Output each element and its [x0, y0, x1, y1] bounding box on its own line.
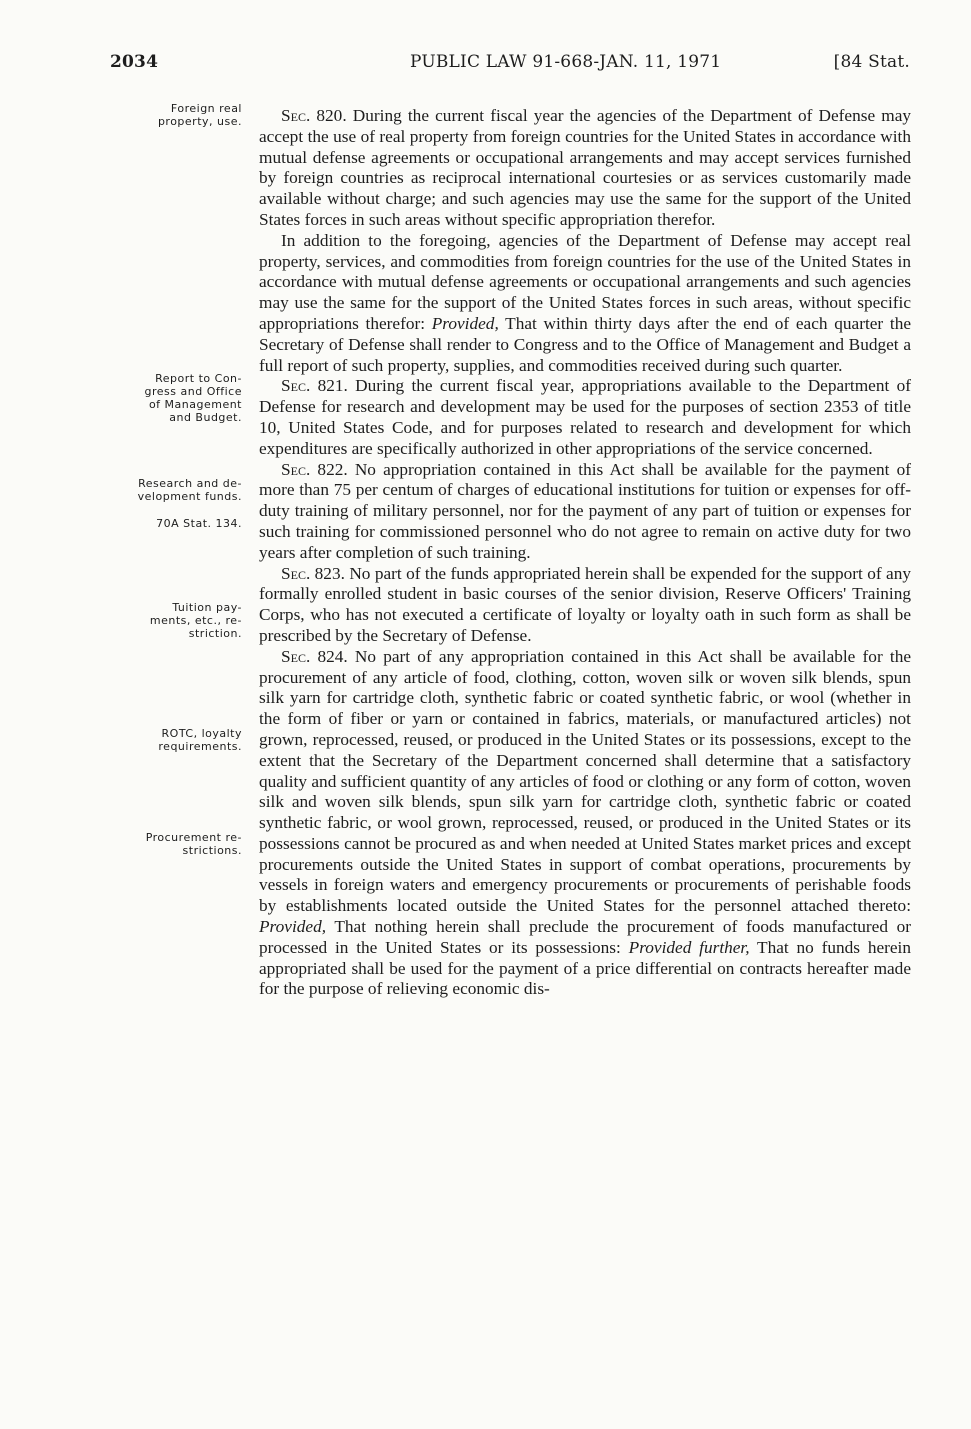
margin-note-70a-stat: 70A Stat. 134.: [156, 517, 242, 530]
statute-reference: [84 Stat.: [833, 52, 910, 72]
page-number: 2034: [110, 52, 159, 72]
margin-note-report-to-congress: Report to Con- gress and Office of Management and Budget.: [144, 372, 242, 424]
proviso-italic: Provided,: [431, 313, 499, 333]
paragraph-text: That within thirty days after the end of each quarter the Secretary of Defense shall render to Congress and to the Office of Management and Budget a full report of such property, supplies, and commodities received during such quarter.: [259, 313, 912, 375]
proviso-further-italic: Provided further,: [628, 937, 750, 957]
section-label: Sec. 821.: [281, 376, 348, 396]
section-label: Sec. 822.: [281, 459, 348, 479]
section-label: Sec. 820.: [281, 106, 347, 125]
margin-note-research-development: Research and de- velopment funds.: [137, 477, 242, 503]
margin-note-foreign-real-property: Foreign real property, use.: [157, 102, 242, 128]
paragraph-text: During the current fiscal year, appropriations available to the Department of Defense for research and development may be used for the purposes of section 2353 of title 10, United States Code, and for purposes related to research and development for which expenditures are specifically authorized in other appropriations of the service concerned.: [259, 376, 911, 458]
statute-body: [259, 106, 911, 1000]
section-823-paragraph: [259, 564, 911, 647]
page-header: [110, 52, 910, 82]
paragraph-text: During the current fiscal year the agencies of the Department of Defense may accept the use of real property from foreign countries for the United States in accordance with mutual defense agreements or occupational arrangements and may accept services furnished by foreign countries as reciprocal international courtesies or as services customarily made available without charge; and such agencies may use the same for the support of the United States forces in such areas without specific appropriation therefor.: [259, 106, 912, 229]
section-820-paragraph: [259, 106, 911, 231]
section-820-continuation-paragraph: [259, 231, 911, 377]
margin-note-procurement: Procurement re- strictions.: [145, 831, 242, 857]
paragraph-text: In addition to the foregoing, agencies of the Department of Defense may accept real property, services, and commodities from foreign countries for the use of the United States in accordance with mutual defense agreements or occupational arrangements and such agencies may use the same for the support of the United States forces in such areas, without specific appropriations therefor:: [259, 230, 911, 333]
margin-note-tuition-payments: Tuition pay- ments, etc., re- striction.: [149, 601, 242, 640]
running-title: PUBLIC LAW 91-668-JAN. 11, 1971: [410, 52, 722, 72]
section-822-paragraph: [259, 460, 911, 564]
section-821-paragraph: [259, 376, 911, 459]
section-824-paragraph: [259, 647, 911, 1001]
paragraph-text: No part of any appropriation contained in this Act shall be available for the procurement of any article of food, clothing, cotton, woven silk or woven silk blends, spun silk yarn for cartridge cloth, synthetic fabric or coated synthetic fabric, or wool (whether in the form of fiber or yarn or contained in fabrics, materials, or manufactured articles) not grown, reprocessed, reused, or produced in the United States or its possessions, except to the extent that the Secretary of the Department concerned shall determine that a satisfactory quality and sufficient quantity of any articles of food or clothing or any form of cotton, woven silk and woven silk blends, spun silk yarn for cartridge cloth, synthetic fabric or coated synthetic fabric, or wool grown, reprocessed, reused, or produced in the United States or its possessions cannot be procured as and when needed at United States market prices and except procurements outside the United States in support of combat operations, procurements by vessels in foreign waters and emergency procurements or procurements of perishable foods by establishments located outside the United States for the personnel attached thereto:: [259, 646, 912, 916]
section-label: Sec. 824.: [281, 646, 348, 666]
paragraph-text: That no funds herein appropriated shall be used for the payment of a price differential on contracts hereafter made for the purpose of relieving economic dis-: [259, 937, 911, 999]
paragraph-text: No part of the funds appropriated herein shall be expended for the support of any formally enrolled student in basic courses of the senior division, Reserve Officers' Training Corps, who has not executed a certificate of loyalty or loyalty oath in such form as shall be prescribed by the Secretary of Defense.: [259, 563, 912, 645]
paragraph-text: That nothing herein shall preclude the procurement of foods manufactured or processed in the United States or its possessions:: [259, 917, 911, 957]
section-label: Sec. 823.: [281, 563, 345, 583]
margin-note-rotc-loyalty: ROTC, loyalty requirements.: [158, 727, 242, 753]
proviso-italic: Provided,: [259, 917, 327, 937]
paragraph-text: No appropriation contained in this Act shall be available for the payment of more than 75 per centum of charges of educational institutions for tuition or expenses for off-duty training of military personnel, nor for the payment of any part of tuition or expenses for such training for commissioned personnel who do not agree to remain on active duty for two years after completion of such training.: [259, 459, 911, 562]
